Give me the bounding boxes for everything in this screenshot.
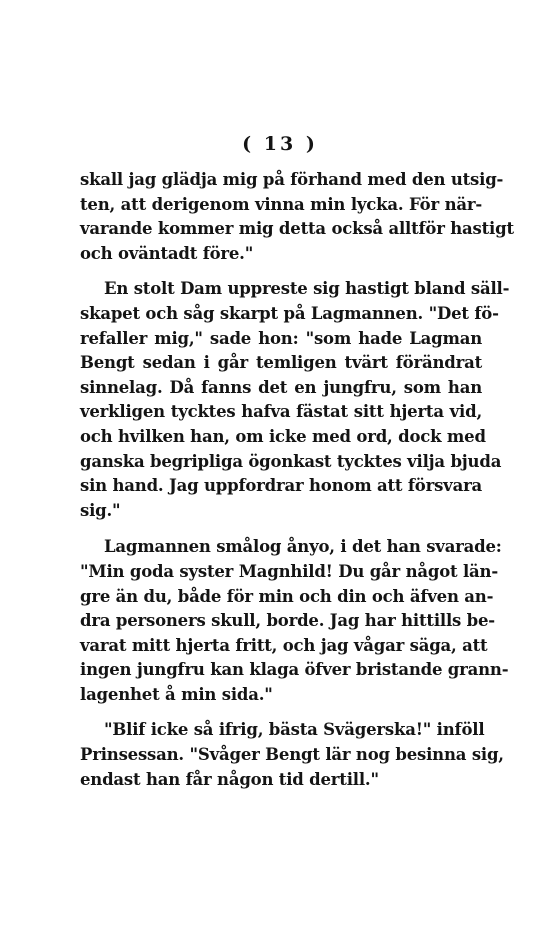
text-line: Prinsessan. "Svåger Bengt lär nog besinna sig, <box>80 745 504 765</box>
text-line: sinnelag. Då fanns det en jungfru, som han <box>80 377 482 397</box>
text-line: varande kommer mig detta också alltför hastigt <box>80 219 514 239</box>
text-line: ten, att derigenom vinna min lycka. För när- <box>80 194 482 214</box>
text-line: sin hand. Jag uppfordrar honom att försvara <box>80 476 483 496</box>
text-line: Bengt sedan i går temligen tvärt förändrat <box>80 353 482 373</box>
paragraph-2 <box>80 277 510 523</box>
text-line: Lagmannen smålog ånyo, i det han svarade: <box>104 537 502 557</box>
paragraph-3 <box>80 535 509 707</box>
text-line: ingen jungfru kan klaga öfver bristande grann- <box>80 660 509 680</box>
paragraph-4 <box>80 718 504 792</box>
text-line: sig." <box>80 500 121 520</box>
text-line: och oväntadt före." <box>80 243 254 263</box>
text-line: verkligen tycktes hafva fästat sitt hjerta vid, <box>80 402 482 422</box>
page-number: ( 13 ) <box>242 133 318 155</box>
text-line: skapet och såg skarpt på Lagmannen. "Det fö- <box>80 303 499 323</box>
text-line: dra personers skull, borde. Jag har hittills be- <box>80 611 495 631</box>
text-line: skall jag glädja mig på förhand med den utsig- <box>80 170 504 189</box>
text-line: gre än du, både för min och din och äfven an- <box>80 586 494 606</box>
text-line: refaller mig," sade hon: "som hade Lagman <box>80 328 482 348</box>
text-line: endast han får någon tid dertill." <box>80 769 379 789</box>
text-line: varat mitt hjerta fritt, och jag vågar säga, att <box>80 635 488 655</box>
text-line: och hvilken han, om icke med ord, dock med <box>80 426 486 446</box>
text-line: ganska begripliga ögonkast tycktes vilja bjuda <box>80 451 502 471</box>
text-line: "Blif icke så ifrig, bästa Svägerska!" inföll <box>104 720 485 740</box>
paragraph-1 <box>80 168 514 266</box>
body-text <box>80 168 514 792</box>
text-line: lagenhet å min sida." <box>80 684 273 704</box>
text-line: En stolt Dam uppreste sig hastigt bland säll- <box>104 279 510 299</box>
text-line: "Min goda syster Magnhild! Du går något län- <box>80 561 498 581</box>
